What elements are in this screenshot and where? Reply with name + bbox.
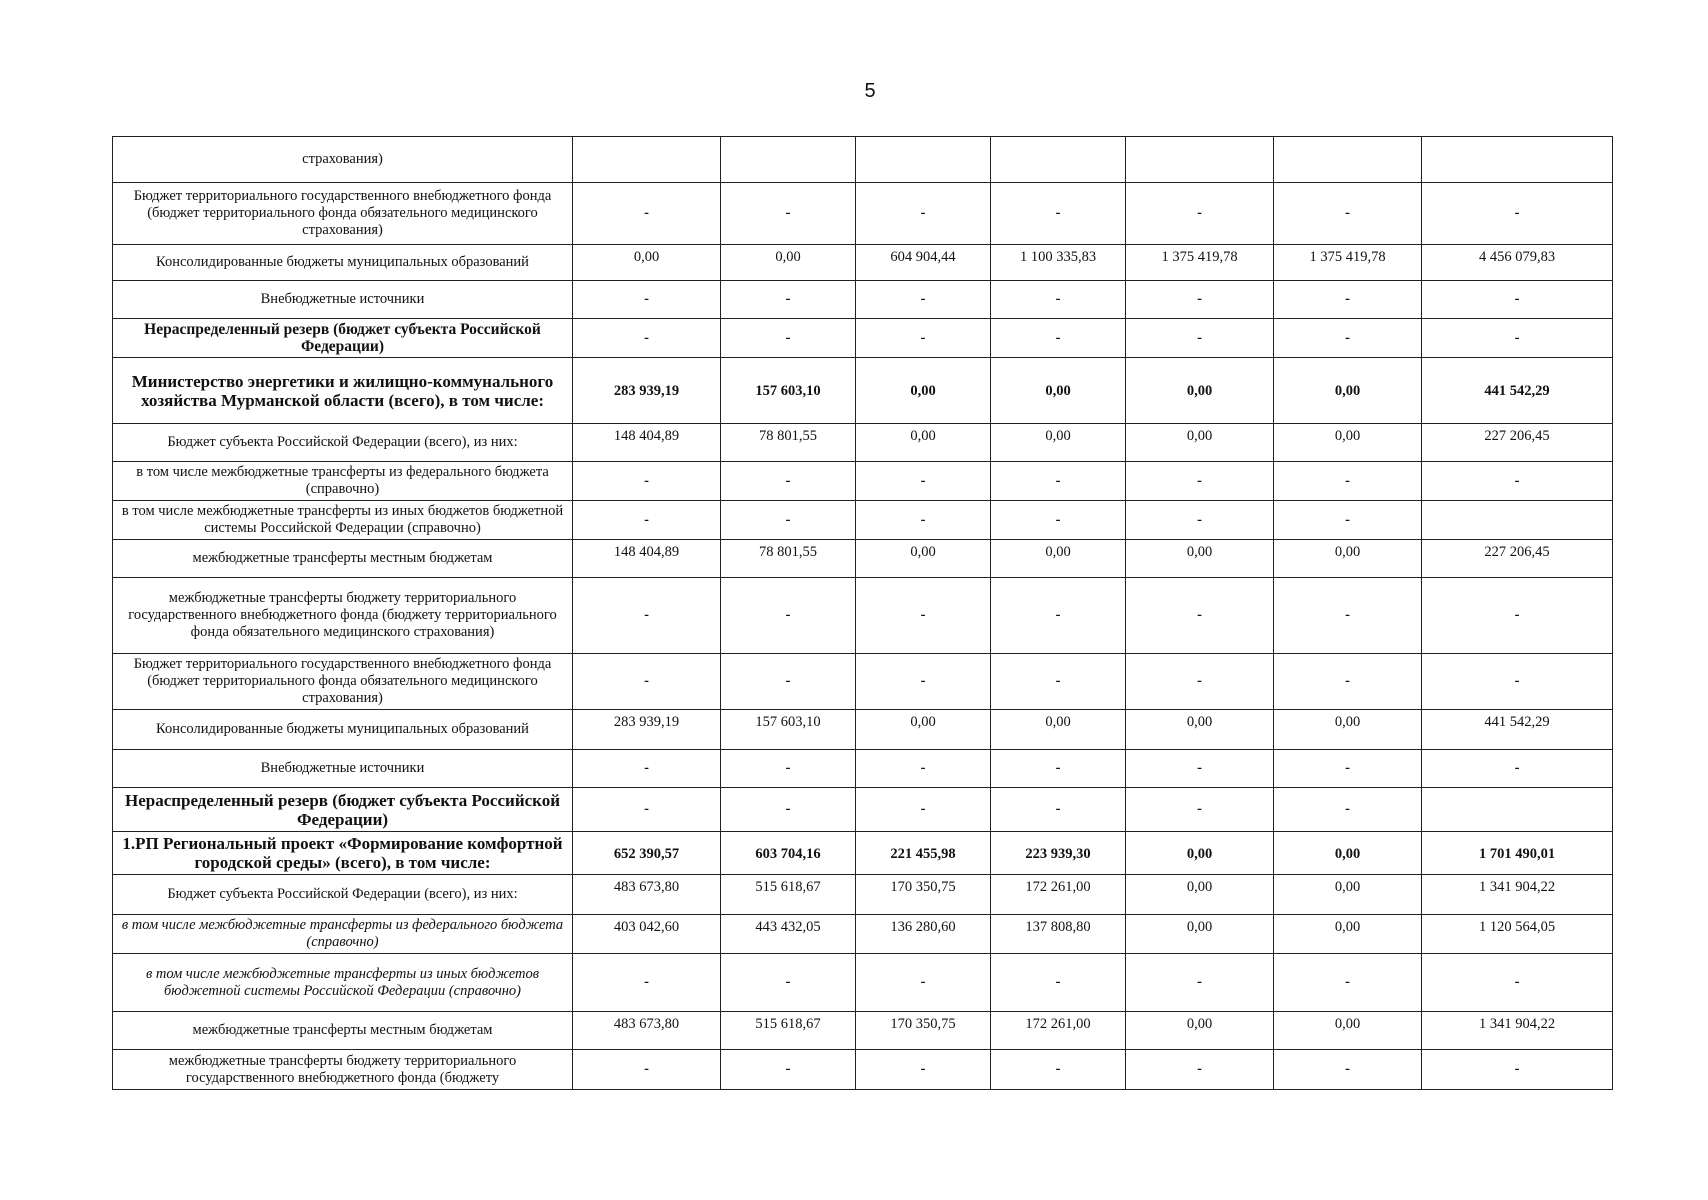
value-cell: -: [991, 501, 1126, 540]
value-cell: -: [721, 183, 856, 245]
value-cell: 148 404,89: [573, 540, 721, 578]
value-cell: -: [721, 1050, 856, 1090]
value-cell: -: [991, 281, 1126, 319]
value-cell: [856, 137, 991, 183]
row-label: Внебюджетные источники: [113, 281, 573, 319]
row-label: Внебюджетные источники: [113, 750, 573, 788]
table-row: [113, 1050, 1613, 1090]
value-cell: -: [856, 281, 991, 319]
value-cell: 283 939,19: [573, 710, 721, 750]
table-row: [113, 788, 1613, 832]
table-row: [113, 875, 1613, 915]
value-cell: 0,00: [1126, 540, 1274, 578]
page-number: 5: [864, 80, 876, 102]
value-cell: -: [1422, 578, 1613, 654]
value-cell: -: [1422, 319, 1613, 358]
value-cell: -: [573, 654, 721, 710]
value-cell: 0,00: [856, 424, 991, 462]
value-cell: -: [1422, 462, 1613, 501]
table-row: [113, 710, 1613, 750]
value-cell: 1 375 419,78: [1274, 245, 1422, 281]
value-cell: 227 206,45: [1422, 540, 1613, 578]
value-cell: -: [856, 750, 991, 788]
value-cell: -: [1422, 1050, 1613, 1090]
value-cell: [721, 137, 856, 183]
budget-table: [112, 136, 1613, 1090]
value-cell: -: [1126, 183, 1274, 245]
value-cell: 78 801,55: [721, 540, 856, 578]
value-cell: -: [1274, 788, 1422, 832]
value-cell: 0,00: [1274, 424, 1422, 462]
table-row: [113, 137, 1613, 183]
value-cell: -: [1126, 319, 1274, 358]
value-cell: -: [991, 462, 1126, 501]
value-cell: 441 542,29: [1422, 710, 1613, 750]
value-cell: -: [573, 462, 721, 501]
row-label: межбюджетные трансферты бюджету территориального государственного внебюджетного фонда (бюджету: [113, 1050, 573, 1090]
value-cell: -: [1422, 750, 1613, 788]
table-row: [113, 245, 1613, 281]
table-row: [113, 915, 1613, 954]
value-cell: [1126, 137, 1274, 183]
value-cell: 0,00: [1126, 832, 1274, 875]
value-cell: -: [1126, 1050, 1274, 1090]
value-cell: -: [856, 788, 991, 832]
value-cell: -: [573, 183, 721, 245]
value-cell: 603 704,16: [721, 832, 856, 875]
row-label: Консолидированные бюджеты муниципальных образований: [113, 245, 573, 281]
value-cell: 172 261,00: [991, 1012, 1126, 1050]
value-cell: 0,00: [1126, 358, 1274, 424]
value-cell: 170 350,75: [856, 875, 991, 915]
value-cell: -: [1274, 1050, 1422, 1090]
value-cell: 136 280,60: [856, 915, 991, 954]
value-cell: -: [721, 954, 856, 1012]
value-cell: -: [991, 954, 1126, 1012]
value-cell: [991, 137, 1126, 183]
table-row: [113, 832, 1613, 875]
value-cell: -: [721, 281, 856, 319]
value-cell: 223 939,30: [991, 832, 1126, 875]
value-cell: 0,00: [856, 710, 991, 750]
row-label: Бюджет территориального государственного внебюджетного фонда (бюджет территориального фонда обязательного медицинского страхования): [113, 654, 573, 710]
row-label: Нераспределенный резерв (бюджет субъекта Российской Федерации): [113, 319, 573, 358]
value-cell: -: [991, 183, 1126, 245]
value-cell: 483 673,80: [573, 1012, 721, 1050]
row-label: Бюджет субъекта Российской Федерации (всего), из них:: [113, 875, 573, 915]
value-cell: -: [1274, 578, 1422, 654]
value-cell: 0,00: [1274, 540, 1422, 578]
value-cell: -: [573, 788, 721, 832]
table-row: [113, 578, 1613, 654]
value-cell: 137 808,80: [991, 915, 1126, 954]
value-cell: 0,00: [573, 245, 721, 281]
value-cell: 0,00: [1126, 1012, 1274, 1050]
value-cell: -: [573, 954, 721, 1012]
value-cell: 0,00: [856, 358, 991, 424]
value-cell: 443 432,05: [721, 915, 856, 954]
value-cell: [1422, 137, 1613, 183]
value-cell: 0,00: [1126, 915, 1274, 954]
value-cell: -: [721, 750, 856, 788]
value-cell: -: [856, 654, 991, 710]
value-cell: -: [573, 501, 721, 540]
value-cell: 0,00: [1126, 710, 1274, 750]
value-cell: -: [1274, 319, 1422, 358]
value-cell: -: [856, 954, 991, 1012]
value-cell: -: [1274, 501, 1422, 540]
value-cell: -: [721, 462, 856, 501]
value-cell: 157 603,10: [721, 358, 856, 424]
value-cell: 0,00: [856, 540, 991, 578]
row-label: Консолидированные бюджеты муниципальных образований: [113, 710, 573, 750]
value-cell: 652 390,57: [573, 832, 721, 875]
value-cell: 0,00: [1274, 832, 1422, 875]
value-cell: -: [1274, 750, 1422, 788]
value-cell: -: [573, 1050, 721, 1090]
row-label: в том числе межбюджетные трансферты из иных бюджетов бюджетной системы Российской Федерации (справочно): [113, 954, 573, 1012]
row-label: Министерство энергетики и жилищно-коммунального хозяйства Мурманской области (всего), в том числе:: [113, 358, 573, 424]
value-cell: -: [721, 654, 856, 710]
value-cell: -: [1274, 183, 1422, 245]
value-cell: -: [991, 654, 1126, 710]
value-cell: 221 455,98: [856, 832, 991, 875]
value-cell: -: [991, 578, 1126, 654]
value-cell: -: [573, 281, 721, 319]
value-cell: -: [1274, 462, 1422, 501]
table-body: [113, 137, 1613, 1090]
row-label: 1.РП Региональный проект «Формирование комфортной городской среды» (всего), в том числе:: [113, 832, 573, 875]
value-cell: -: [1126, 750, 1274, 788]
table-row: [113, 424, 1613, 462]
row-label: Нераспределенный резерв (бюджет субъекта Российской Федерации): [113, 788, 573, 832]
row-label: Бюджет субъекта Российской Федерации (всего), из них:: [113, 424, 573, 462]
value-cell: 0,00: [721, 245, 856, 281]
table-row: [113, 501, 1613, 540]
value-cell: -: [1422, 954, 1613, 1012]
value-cell: 0,00: [1274, 915, 1422, 954]
table-row: [113, 654, 1613, 710]
value-cell: -: [1422, 183, 1613, 245]
value-cell: -: [1126, 788, 1274, 832]
value-cell: [573, 137, 721, 183]
value-cell: -: [991, 1050, 1126, 1090]
value-cell: -: [1274, 654, 1422, 710]
value-cell: 515 618,67: [721, 875, 856, 915]
value-cell: -: [856, 183, 991, 245]
row-label: в том числе межбюджетные трансферты из федерального бюджета (справочно): [113, 915, 573, 954]
value-cell: [1422, 788, 1613, 832]
value-cell: 1 341 904,22: [1422, 1012, 1613, 1050]
value-cell: -: [856, 319, 991, 358]
value-cell: 0,00: [991, 540, 1126, 578]
table-row: [113, 358, 1613, 424]
table-row: [113, 183, 1613, 245]
value-cell: -: [1126, 654, 1274, 710]
value-cell: 78 801,55: [721, 424, 856, 462]
value-cell: 1 375 419,78: [1126, 245, 1274, 281]
value-cell: 403 042,60: [573, 915, 721, 954]
value-cell: 1 100 335,83: [991, 245, 1126, 281]
value-cell: 0,00: [991, 424, 1126, 462]
value-cell: 0,00: [1274, 1012, 1422, 1050]
value-cell: 0,00: [991, 358, 1126, 424]
value-cell: -: [991, 750, 1126, 788]
value-cell: 148 404,89: [573, 424, 721, 462]
value-cell: -: [573, 750, 721, 788]
value-cell: 0,00: [1126, 875, 1274, 915]
value-cell: -: [991, 788, 1126, 832]
value-cell: -: [721, 578, 856, 654]
value-cell: -: [1422, 654, 1613, 710]
value-cell: 1 701 490,01: [1422, 832, 1613, 875]
value-cell: 0,00: [1274, 710, 1422, 750]
value-cell: -: [1126, 501, 1274, 540]
value-cell: 0,00: [1274, 358, 1422, 424]
value-cell: 4 456 079,83: [1422, 245, 1613, 281]
row-label: межбюджетные трансферты местным бюджетам: [113, 540, 573, 578]
value-cell: 0,00: [1274, 875, 1422, 915]
value-cell: [1422, 501, 1613, 540]
table-row: [113, 750, 1613, 788]
row-label: межбюджетные трансферты местным бюджетам: [113, 1012, 573, 1050]
value-cell: 227 206,45: [1422, 424, 1613, 462]
value-cell: -: [1126, 578, 1274, 654]
value-cell: 0,00: [991, 710, 1126, 750]
row-label: межбюджетные трансферты бюджету территориального государственного внебюджетного фонда (бюджету территориального фонда обязательного медицинского страхования): [113, 578, 573, 654]
table-row: [113, 540, 1613, 578]
value-cell: 441 542,29: [1422, 358, 1613, 424]
value-cell: 1 341 904,22: [1422, 875, 1613, 915]
value-cell: -: [1274, 954, 1422, 1012]
value-cell: 283 939,19: [573, 358, 721, 424]
value-cell: -: [856, 501, 991, 540]
value-cell: -: [856, 462, 991, 501]
value-cell: -: [1126, 954, 1274, 1012]
value-cell: -: [721, 501, 856, 540]
value-cell: -: [1126, 462, 1274, 501]
value-cell: 604 904,44: [856, 245, 991, 281]
value-cell: 483 673,80: [573, 875, 721, 915]
row-label: в том числе межбюджетные трансферты из иных бюджетов бюджетной системы Российской Федерации (справочно): [113, 501, 573, 540]
value-cell: -: [991, 319, 1126, 358]
value-cell: 1 120 564,05: [1422, 915, 1613, 954]
value-cell: -: [1126, 281, 1274, 319]
table-row: [113, 281, 1613, 319]
row-label: в том числе межбюджетные трансферты из федерального бюджета (справочно): [113, 462, 573, 501]
value-cell: -: [1274, 281, 1422, 319]
value-cell: -: [856, 578, 991, 654]
value-cell: 172 261,00: [991, 875, 1126, 915]
row-label: страхования): [113, 137, 573, 183]
value-cell: 170 350,75: [856, 1012, 991, 1050]
table-row: [113, 319, 1613, 358]
table-row: [113, 954, 1613, 1012]
value-cell: 0,00: [1126, 424, 1274, 462]
row-label: Бюджет территориального государственного внебюджетного фонда (бюджет территориального фонда обязательного медицинского страхования): [113, 183, 573, 245]
value-cell: [1274, 137, 1422, 183]
value-cell: 515 618,67: [721, 1012, 856, 1050]
value-cell: -: [573, 578, 721, 654]
value-cell: -: [721, 788, 856, 832]
value-cell: -: [573, 319, 721, 358]
value-cell: -: [856, 1050, 991, 1090]
table-row: [113, 1012, 1613, 1050]
value-cell: -: [1422, 281, 1613, 319]
value-cell: -: [721, 319, 856, 358]
table-row: [113, 462, 1613, 501]
value-cell: 157 603,10: [721, 710, 856, 750]
